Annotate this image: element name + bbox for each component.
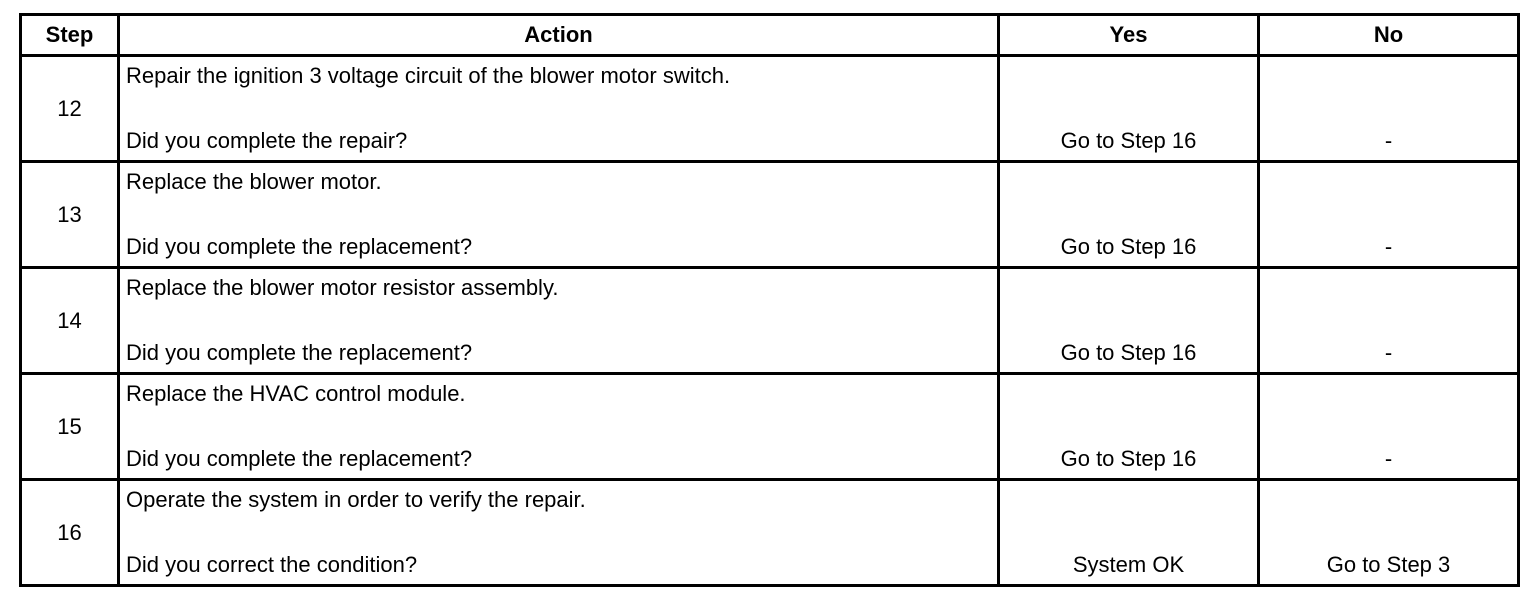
action-cell xyxy=(119,56,999,162)
step-number: 12 xyxy=(21,56,119,162)
no-cell xyxy=(1259,56,1519,162)
action-question: Did you complete the replacement? xyxy=(126,340,473,365)
yes-result: System OK xyxy=(1072,552,1185,577)
no-cell xyxy=(1259,268,1519,374)
yes-result: Go to Step 16 xyxy=(1060,340,1197,365)
action-question: Did you complete the replacement? xyxy=(126,446,473,471)
yes-cell xyxy=(999,162,1259,268)
diagnostic-table-container xyxy=(19,13,1517,587)
action-instruction: Operate the system in order to verify the repair. xyxy=(126,487,586,512)
action-instruction: Replace the HVAC control module. xyxy=(126,381,466,406)
action-question: Did you complete the replacement? xyxy=(126,234,473,259)
header-no: No xyxy=(1259,15,1519,56)
action-cell xyxy=(119,162,999,268)
yes-result: Go to Step 16 xyxy=(1060,446,1197,471)
step-number: 15 xyxy=(21,374,119,480)
no-result: Go to Step 3 xyxy=(1326,552,1451,577)
table-row xyxy=(21,162,1519,268)
step-number: 14 xyxy=(21,268,119,374)
yes-result: Go to Step 16 xyxy=(1060,128,1197,153)
action-cell xyxy=(119,374,999,480)
header-step: Step xyxy=(21,15,119,56)
yes-cell xyxy=(999,56,1259,162)
no-result: - xyxy=(1384,234,1393,259)
action-cell xyxy=(119,268,999,374)
yes-cell xyxy=(999,268,1259,374)
diagnostic-steps-table xyxy=(19,13,1520,587)
yes-result: Go to Step 16 xyxy=(1060,234,1197,259)
no-cell xyxy=(1259,374,1519,480)
action-instruction: Replace the blower motor. xyxy=(126,169,382,194)
step-number: 16 xyxy=(21,480,119,586)
action-question: Did you complete the repair? xyxy=(126,128,408,153)
header-action: Action xyxy=(119,15,999,56)
step-number: 13 xyxy=(21,162,119,268)
no-result: - xyxy=(1384,128,1393,153)
no-cell xyxy=(1259,162,1519,268)
action-question: Did you correct the condition? xyxy=(126,552,418,577)
table-row xyxy=(21,374,1519,480)
yes-cell xyxy=(999,374,1259,480)
yes-cell xyxy=(999,480,1259,586)
table-header xyxy=(21,15,1519,56)
table-body xyxy=(21,56,1519,586)
no-result: - xyxy=(1384,340,1393,365)
table-row xyxy=(21,480,1519,586)
action-cell xyxy=(119,480,999,586)
no-cell xyxy=(1259,480,1519,586)
header-row xyxy=(21,15,1519,56)
no-result: - xyxy=(1384,446,1393,471)
action-instruction: Repair the ignition 3 voltage circuit of the blower motor switch. xyxy=(126,63,731,88)
table-row xyxy=(21,268,1519,374)
header-yes: Yes xyxy=(999,15,1259,56)
table-row xyxy=(21,56,1519,162)
action-instruction: Replace the blower motor resistor assembly. xyxy=(126,275,559,300)
